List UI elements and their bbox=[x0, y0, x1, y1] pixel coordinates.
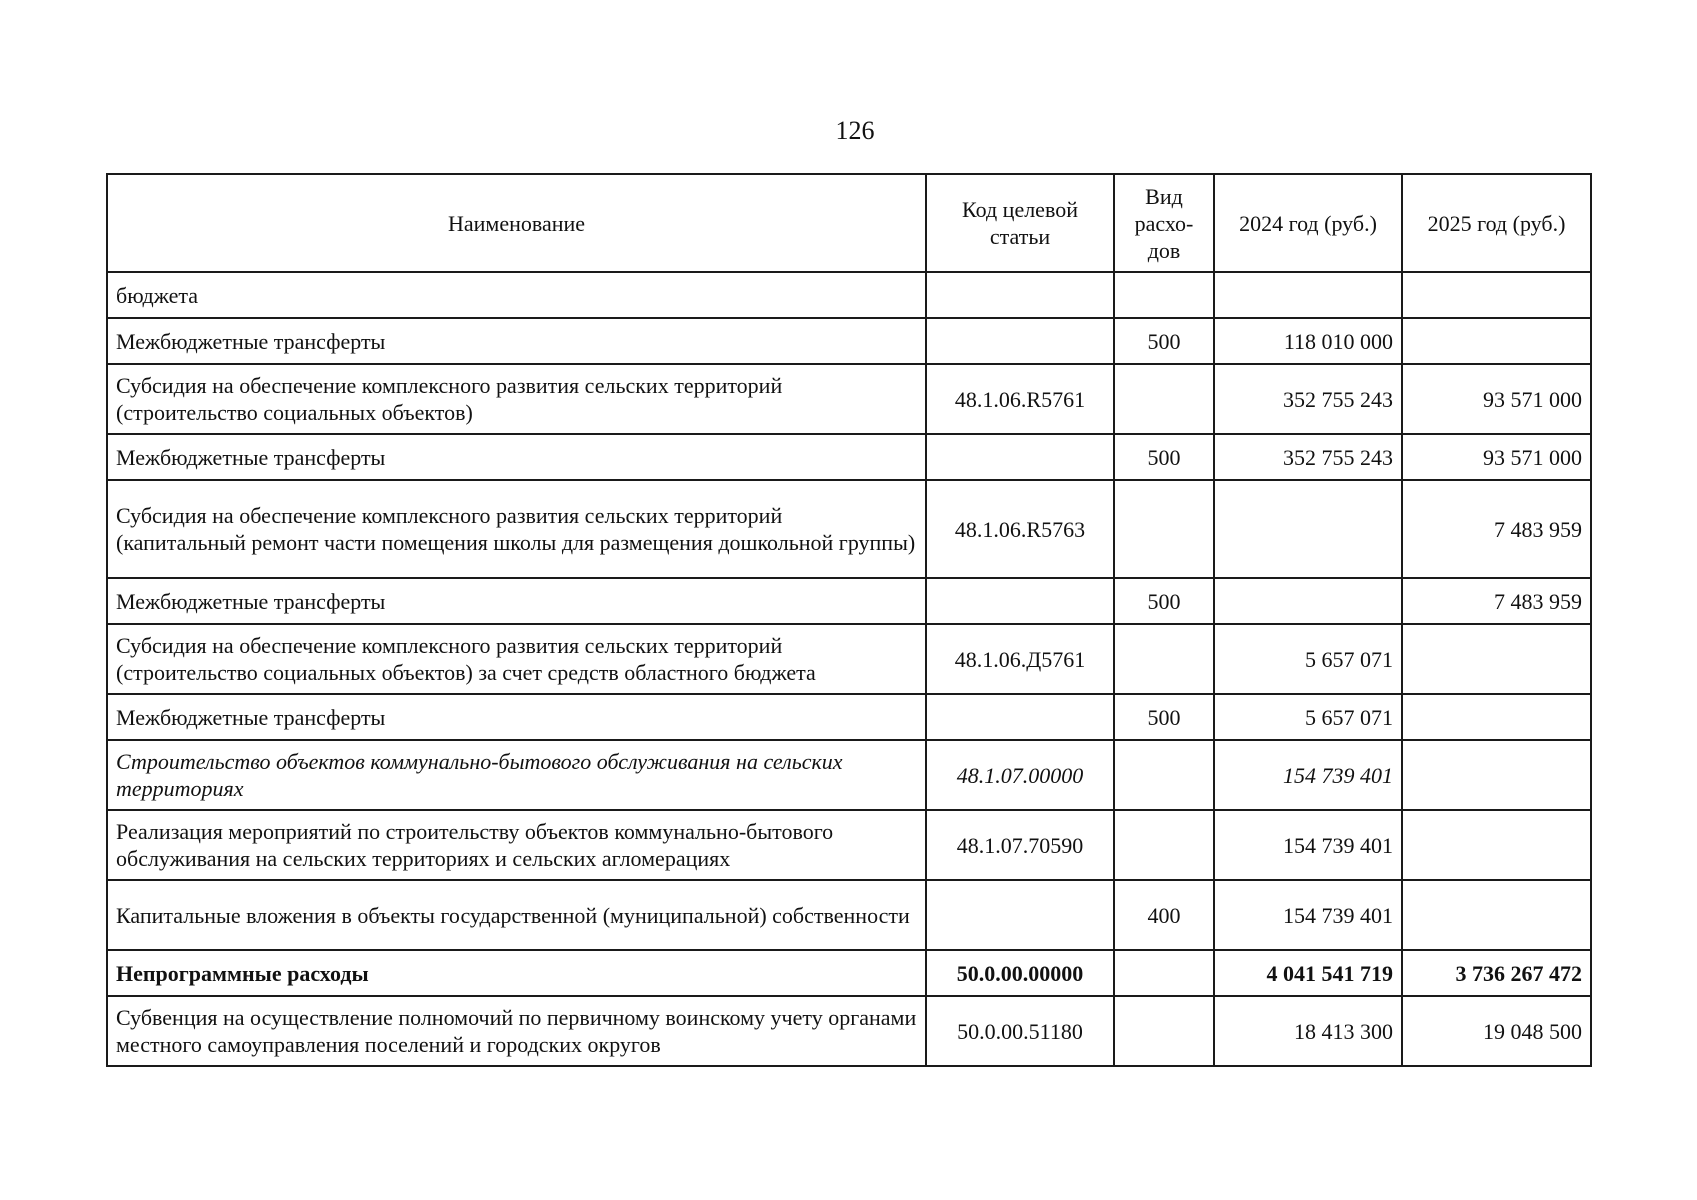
table-row bbox=[107, 996, 1591, 1066]
cell-type bbox=[1114, 740, 1214, 810]
cell-2024: 5 657 071 bbox=[1214, 694, 1402, 740]
cell-code: 48.1.06.Д5761 bbox=[926, 624, 1114, 694]
cell-code: 50.0.00.51180 bbox=[926, 996, 1114, 1066]
cell-2025: 7 483 959 bbox=[1402, 480, 1591, 578]
table-row bbox=[107, 950, 1591, 996]
cell-code bbox=[926, 880, 1114, 950]
cell-type bbox=[1114, 950, 1214, 996]
cell-2024: 18 413 300 bbox=[1214, 996, 1402, 1066]
cell-type bbox=[1114, 996, 1214, 1066]
cell-name: Субвенция на осуществление полномочий по первичному воинскому учету органами местного самоуправления поселений и городских округов bbox=[107, 996, 926, 1066]
cell-2024: 154 739 401 bbox=[1214, 810, 1402, 880]
cell-name: Межбюджетные трансферты bbox=[107, 318, 926, 364]
cell-name: бюджета bbox=[107, 272, 926, 318]
cell-name: Межбюджетные трансферты bbox=[107, 578, 926, 624]
cell-2024 bbox=[1214, 578, 1402, 624]
cell-2024: 352 755 243 bbox=[1214, 364, 1402, 434]
cell-type: 500 bbox=[1114, 694, 1214, 740]
cell-name: Непрограммные расходы bbox=[107, 950, 926, 996]
cell-2025 bbox=[1402, 694, 1591, 740]
table-row bbox=[107, 272, 1591, 318]
table-row bbox=[107, 578, 1591, 624]
table-row bbox=[107, 364, 1591, 434]
cell-2024: 154 739 401 bbox=[1214, 740, 1402, 810]
cell-2025: 3 736 267 472 bbox=[1402, 950, 1591, 996]
cell-type bbox=[1114, 624, 1214, 694]
cell-type: 500 bbox=[1114, 434, 1214, 480]
cell-2025 bbox=[1402, 318, 1591, 364]
cell-name: Реализация мероприятий по строительству объектов коммунально-бытового обслуживания на сельских территориях и сельских агломерациях bbox=[107, 810, 926, 880]
cell-code bbox=[926, 318, 1114, 364]
cell-name: Субсидия на обеспечение комплексного развития сельских территорий (строительство социальных объектов) bbox=[107, 364, 926, 434]
header-type: Вид расхо-дов bbox=[1114, 174, 1214, 272]
cell-code: 48.1.06.R5763 bbox=[926, 480, 1114, 578]
cell-type: 400 bbox=[1114, 880, 1214, 950]
cell-name: Межбюджетные трансферты bbox=[107, 434, 926, 480]
cell-2025: 93 571 000 bbox=[1402, 364, 1591, 434]
cell-code: 50.0.00.00000 bbox=[926, 950, 1114, 996]
cell-2025 bbox=[1402, 624, 1591, 694]
cell-type: 500 bbox=[1114, 578, 1214, 624]
cell-code: 48.1.07.70590 bbox=[926, 810, 1114, 880]
cell-type bbox=[1114, 364, 1214, 434]
header-code: Код целевой статьи bbox=[926, 174, 1114, 272]
cell-code bbox=[926, 272, 1114, 318]
cell-2025: 93 571 000 bbox=[1402, 434, 1591, 480]
table-row bbox=[107, 810, 1591, 880]
cell-2025: 19 048 500 bbox=[1402, 996, 1591, 1066]
cell-2025 bbox=[1402, 740, 1591, 810]
cell-name: Капитальные вложения в объекты государственной (муниципальной) собственности bbox=[107, 880, 926, 950]
cell-code: 48.1.06.R5761 bbox=[926, 364, 1114, 434]
cell-name: Строительство объектов коммунально-бытового обслуживания на сельских территориях bbox=[107, 740, 926, 810]
cell-type bbox=[1114, 480, 1214, 578]
cell-2024: 5 657 071 bbox=[1214, 624, 1402, 694]
cell-type: 500 bbox=[1114, 318, 1214, 364]
table-row bbox=[107, 434, 1591, 480]
cell-2025 bbox=[1402, 810, 1591, 880]
cell-2024: 154 739 401 bbox=[1214, 880, 1402, 950]
table-body bbox=[107, 272, 1591, 1066]
cell-type bbox=[1114, 810, 1214, 880]
cell-code bbox=[926, 694, 1114, 740]
cell-code bbox=[926, 578, 1114, 624]
cell-2025: 7 483 959 bbox=[1402, 578, 1591, 624]
cell-name: Межбюджетные трансферты bbox=[107, 694, 926, 740]
header-name: Наименование bbox=[107, 174, 926, 272]
cell-name: Субсидия на обеспечение комплексного развития сельских территорий (капитальный ремонт части помещения школы для размещения дошкольной группы) bbox=[107, 480, 926, 578]
table-row bbox=[107, 694, 1591, 740]
table-row bbox=[107, 318, 1591, 364]
cell-code: 48.1.07.00000 bbox=[926, 740, 1114, 810]
table-header bbox=[107, 174, 1591, 272]
cell-2025 bbox=[1402, 880, 1591, 950]
budget-table bbox=[106, 173, 1592, 1067]
cell-2025 bbox=[1402, 272, 1591, 318]
table-row bbox=[107, 480, 1591, 578]
cell-2024 bbox=[1214, 272, 1402, 318]
cell-type bbox=[1114, 272, 1214, 318]
header-2025: 2025 год (руб.) bbox=[1402, 174, 1591, 272]
cell-2024 bbox=[1214, 480, 1402, 578]
table-row bbox=[107, 624, 1591, 694]
table-row bbox=[107, 880, 1591, 950]
table-row bbox=[107, 740, 1591, 810]
cell-2024: 352 755 243 bbox=[1214, 434, 1402, 480]
page-number: 126 bbox=[835, 116, 875, 145]
cell-2024: 4 041 541 719 bbox=[1214, 950, 1402, 996]
cell-2024: 118 010 000 bbox=[1214, 318, 1402, 364]
header-2024: 2024 год (руб.) bbox=[1214, 174, 1402, 272]
cell-name: Субсидия на обеспечение комплексного развития сельских территорий (строительство социальных объектов) за счет средств областного бюджета bbox=[107, 624, 926, 694]
cell-code bbox=[926, 434, 1114, 480]
